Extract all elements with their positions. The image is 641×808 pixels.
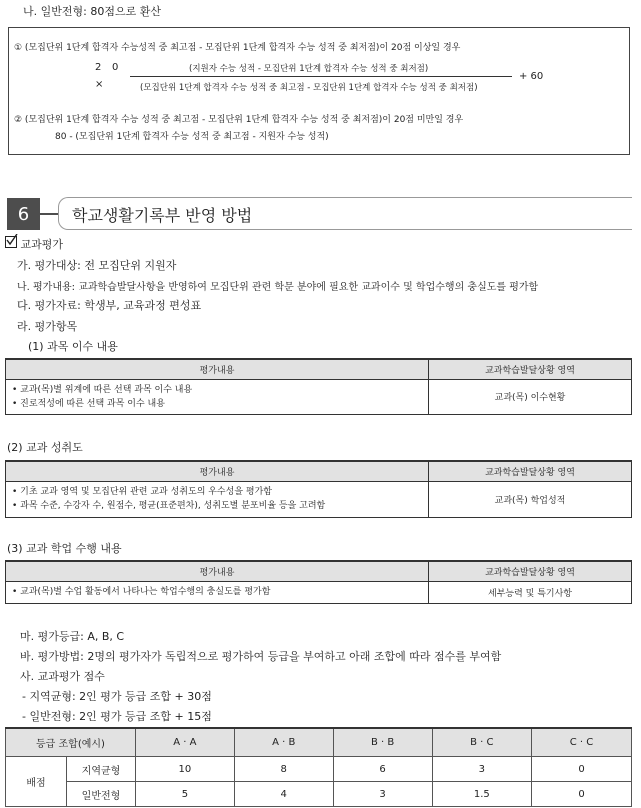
eval-sub1: (1) 과목 이수 내용 [28, 340, 118, 353]
score-row-label: 배점 [6, 757, 67, 807]
score-row-name: 일반전형 [67, 782, 136, 807]
grading-general: - 일반전형: 2인 평가 등급 조합 + 15점 [22, 710, 212, 723]
score-cell: 0 [532, 782, 632, 807]
score-table [5, 727, 632, 807]
score-cell: 0 [532, 757, 632, 782]
eval-ra: 라. 평가항목 [17, 320, 78, 333]
table-academic-performance [5, 560, 632, 604]
score-cell: 1.5 [432, 782, 531, 807]
grading-regional: - 지역균형: 2인 평가 등급 조합 + 30점 [22, 690, 212, 703]
list-item: • 과목 수준, 수강자 수, 원점수, 평균(표준편차), 성취도별 분포비율 등을 고려함 [12, 501, 326, 511]
table-cell-content [6, 481, 429, 517]
eval-ga: 가. 평가대상: 전 모집단위 지원자 [17, 259, 177, 272]
table-header-area: 교과학습발달상황 영역 [429, 359, 632, 379]
score-cell: 5 [136, 782, 235, 807]
grading-ma: 마. 평가등급: A, B, C [20, 630, 125, 643]
formula-plus: + 60 [519, 71, 544, 82]
grading-sa: 사. 교과평가 점수 [20, 670, 105, 683]
score-cell: 3 [432, 757, 531, 782]
section-connector [40, 213, 58, 215]
formula-coef-b: 0 [112, 62, 119, 73]
fraction-bar [130, 76, 512, 77]
table-header-content: 평가내용 [6, 359, 429, 379]
score-cell: 3 [333, 782, 432, 807]
score-cell: 10 [136, 757, 235, 782]
list-item: • 진로적성에 따른 선택 과목 이수 내용 [12, 398, 165, 409]
section-number: 6 [7, 198, 40, 230]
score-header-cell: 등급 조합(예시) [6, 728, 136, 757]
eval-da: 다. 평가자료: 학생부, 교육과정 편성표 [17, 299, 202, 312]
score-cell: 8 [234, 757, 333, 782]
table-cell-area: 교과(목) 학업성적 [429, 481, 632, 517]
formula-coef-a: 2 [95, 62, 102, 73]
formula-numerator: (지원자 수능 성적 - 모집단위 1단계 합격자 수능 성적 중 최저점) [189, 64, 429, 74]
formula-denominator: (모집단위 1단계 합격자 수능 성적 중 최고점 - 모집단위 1단계 합격자 수능 성적 중 최저점) [140, 83, 478, 93]
table-header-area: 교과학습발달상황 영역 [429, 461, 632, 481]
eval-sub2: (2) 교과 성취도 [7, 441, 83, 454]
score-header-cell: B · C [432, 728, 531, 757]
table-cell-content [6, 581, 429, 603]
table-cell-area: 교과(목) 이수현황 [429, 379, 632, 414]
table-achievement [5, 460, 632, 518]
eval-sub3: (3) 교과 학업 수행 내용 [7, 542, 122, 555]
formula-case2: ② (모집단위 1단계 합격자 수능 성적 중 최고점 - 모집단위 1단계 합격자 수능 성적 중 최저점)이 20점 미만일 경우 [14, 115, 464, 125]
table-header-content: 평가내용 [6, 461, 429, 481]
list-item: • 기초 교과 영역 및 모집단위 관련 교과 성취도의 우수성을 평가함 [12, 487, 272, 497]
formula-case1: ① (모집단위 1단계 합격자 수능성적 중 최고점 - 모집단위 1단계 합격자 수능 성적 중 최저점)이 20점 이상일 경우 [14, 43, 461, 53]
score-header-cell: A · A [136, 728, 235, 757]
list-item: • 교과(목)별 위계에 따른 선택 과목 이수 내용 [12, 384, 193, 395]
score-header-cell: A · B [234, 728, 333, 757]
formula-case2-expr: 80 - (모집단위 1단계 합격자 수능 성적 중 최고점 - 지원자 수능 성적) [55, 132, 329, 142]
section-title: 학교생활기록부 반영 방법 [72, 206, 253, 225]
eval-heading: 교과평가 [20, 238, 64, 251]
score-header-cell: C · C [532, 728, 632, 757]
score-cell: 6 [333, 757, 432, 782]
score-header-cell: B · B [333, 728, 432, 757]
eval-na: 나. 평가내용: 교과학습발달사항을 반영하여 모집단위 관련 학문 분야에 필요한 교과이수 및 학업수행의 충실도를 평가함 [17, 282, 539, 293]
table-header-area: 교과학습발달상황 영역 [429, 561, 632, 581]
score-cell: 4 [234, 782, 333, 807]
score-row-name: 지역균형 [67, 757, 136, 782]
table-cell-content [6, 379, 429, 414]
grading-ba: 바. 평가방법: 2명의 평가자가 독립적으로 평가하여 등급을 부여하고 아래 조합에 따라 점수를 부여함 [20, 650, 502, 663]
table-cell-area: 세부능력 및 특기사항 [429, 581, 632, 603]
table-course-completion [5, 358, 632, 415]
check-icon [5, 236, 17, 248]
list-item: • 교과(목)별 수업 활동에서 나타나는 학업수행의 충실도를 평가함 [12, 587, 271, 597]
subheading-general: 나. 일반전형: 80점으로 환산 [23, 5, 161, 18]
table-header-content: 평가내용 [6, 561, 429, 581]
formula-times: × [95, 79, 104, 90]
eval-heading-row [5, 236, 63, 252]
